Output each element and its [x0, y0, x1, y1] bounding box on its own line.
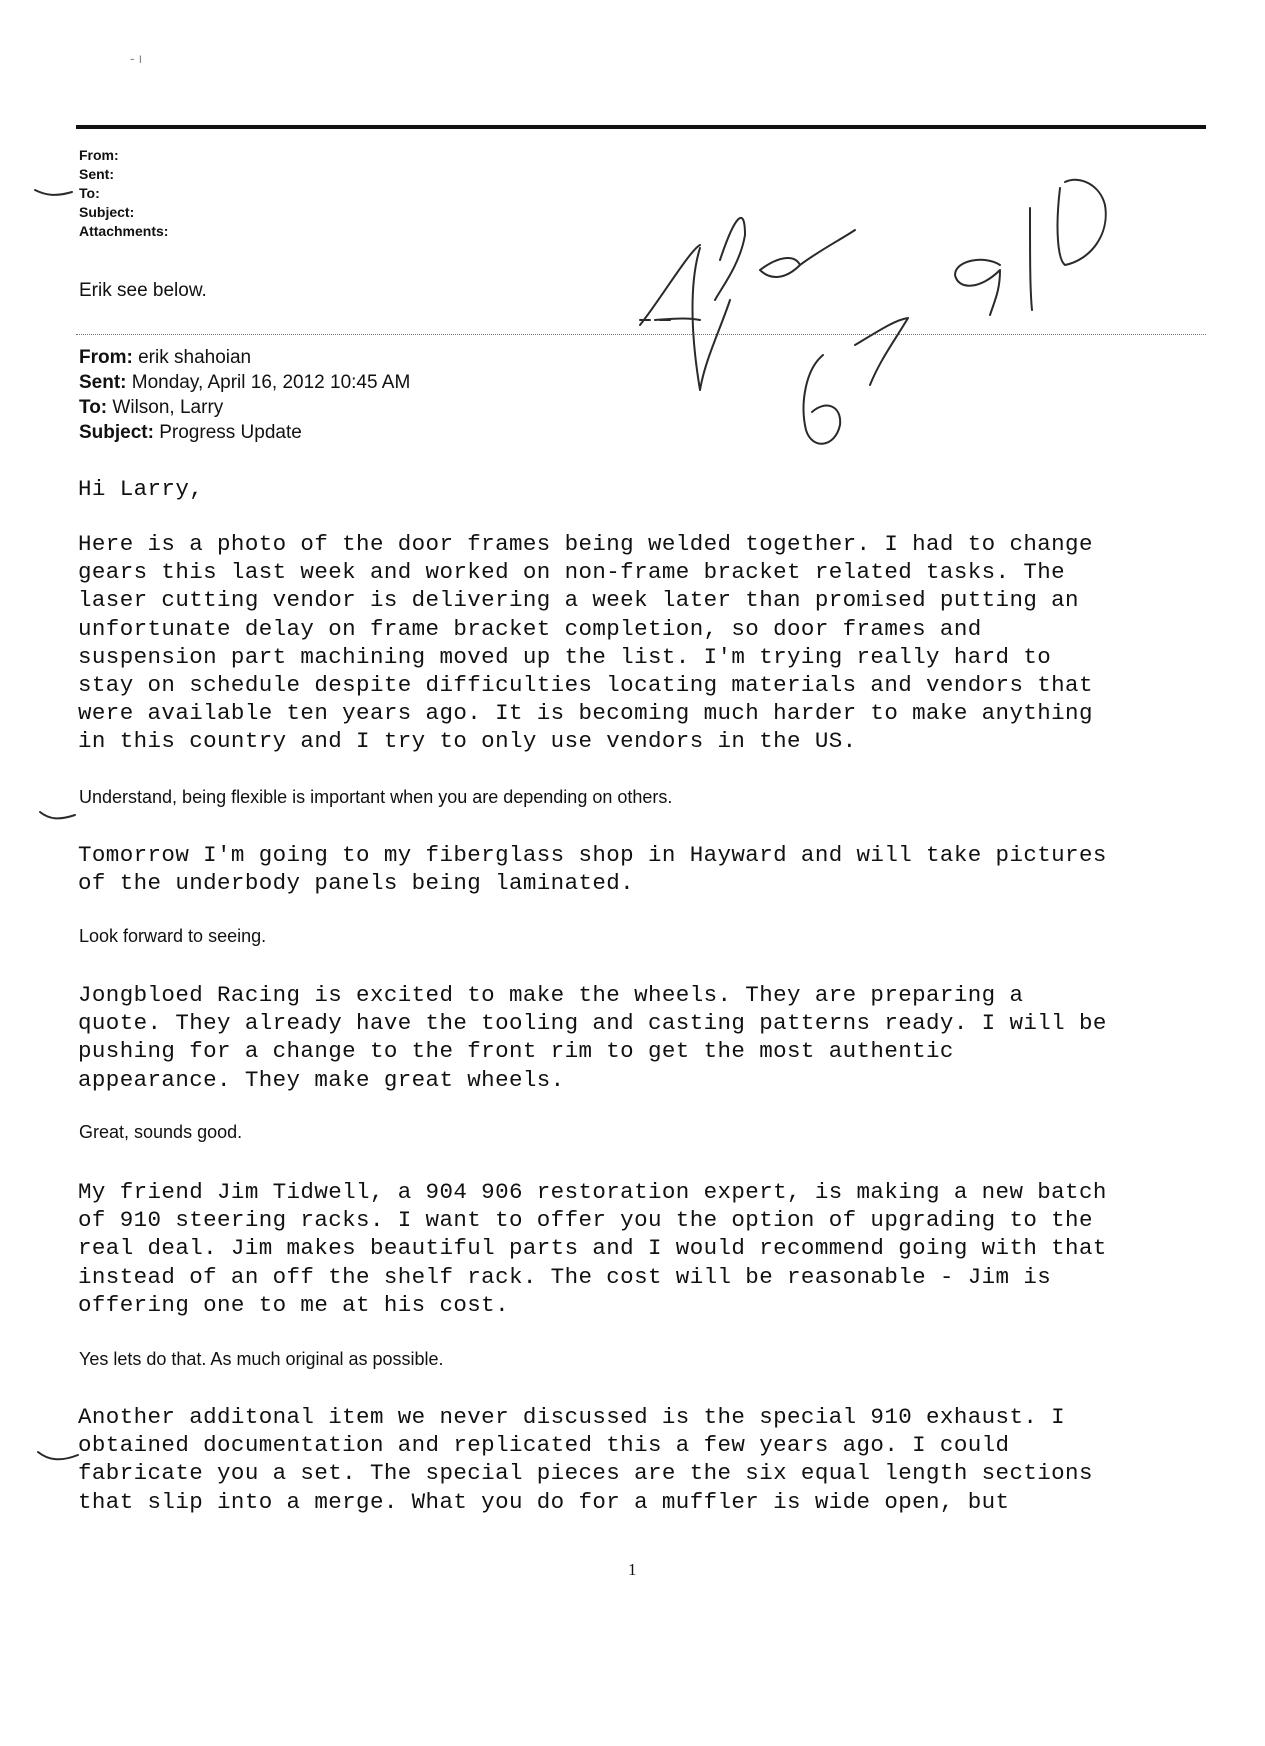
body-paragraph-5: Another additonal item we never discussed is the special 910 exhaust. I obtained documentation and replicated this a few years ago. I could fabricate you a set. The special pieces are the six equal length sections that slip into a merge. What you do for a muffler is wide open, but — [78, 1404, 1093, 1515]
subject-label: Subject: — [79, 204, 135, 220]
margin-tick-1 — [35, 190, 72, 195]
from-label: From: — [79, 147, 119, 163]
margin-tick-2 — [40, 812, 75, 818]
handwriting-910 — [955, 180, 1106, 315]
body-paragraph-3: Jongbloed Racing is excited to make the wheels. They are preparing a quote. They already have the tooling and casting patterns ready. I will be pushing for a change to the front rim to get the most authentic appearance. They make great wheels. — [78, 982, 1107, 1093]
reply-1: Understand, being flexible is important when you are depending on others. — [79, 787, 673, 807]
handwriting-67 — [804, 318, 908, 444]
fwd-from-value: erik shahoian — [138, 347, 252, 368]
reply-2: Look forward to seeing. — [79, 926, 267, 946]
fwd-subject-label: Subject: — [79, 422, 154, 443]
greeting: Hi Larry, — [78, 476, 204, 502]
body-paragraph-4: My friend Jim Tidwell, a 904 906 restoration expert, is making a new batch of 910 steering racks. I want to offer you the option of upgrading to the real deal. Jim makes beautiful parts and I would recommend going with that instead of an off the shelf rack. The cost will be reasonable - Jim is offering one to me at his cost. — [78, 1179, 1107, 1318]
sent-label: Sent: — [79, 166, 114, 182]
fwd-to-value: Wilson, Larry — [112, 397, 224, 418]
page-number: 1 — [628, 1560, 637, 1579]
reply-4: Yes lets do that. As much original as possible. — [79, 1349, 444, 1369]
intro-note: Erik see below. — [79, 280, 207, 301]
margin-tick-3 — [38, 1452, 78, 1459]
fwd-to-label: To: — [79, 397, 108, 418]
scan-speck: - ı — [130, 50, 143, 66]
handwriting-file — [640, 218, 855, 390]
fwd-sent-value: Monday, April 16, 2012 10:45 AM — [131, 372, 411, 393]
attachments-label: Attachments: — [79, 223, 169, 239]
body-paragraph-1: Here is a photo of the door frames being welded together. I had to change gears this last week and worked on non-frame bracket related tasks. The laser cutting vendor is delivering a week later than promised putting an unfortunate delay on frame bracket completion, so door frames and suspension part machining moved up the list. I'm trying really hard to stay on schedule despite difficulties locating materials and vendors that were available ten years ago. It is becoming much harder to make anything in this country and I try to only use vendors in the US. — [78, 531, 1093, 755]
to-label: To: — [79, 185, 100, 201]
reply-3: Great, sounds good. — [79, 1122, 243, 1142]
fwd-sent-label: Sent: — [79, 372, 127, 393]
body-paragraph-2: Tomorrow I'm going to my fiberglass shop in Hayward and will take pictures of the underbody panels being laminated. — [78, 842, 1107, 897]
fwd-subject-value: Progress Update — [159, 422, 302, 443]
fwd-from-label: From: — [79, 347, 133, 368]
